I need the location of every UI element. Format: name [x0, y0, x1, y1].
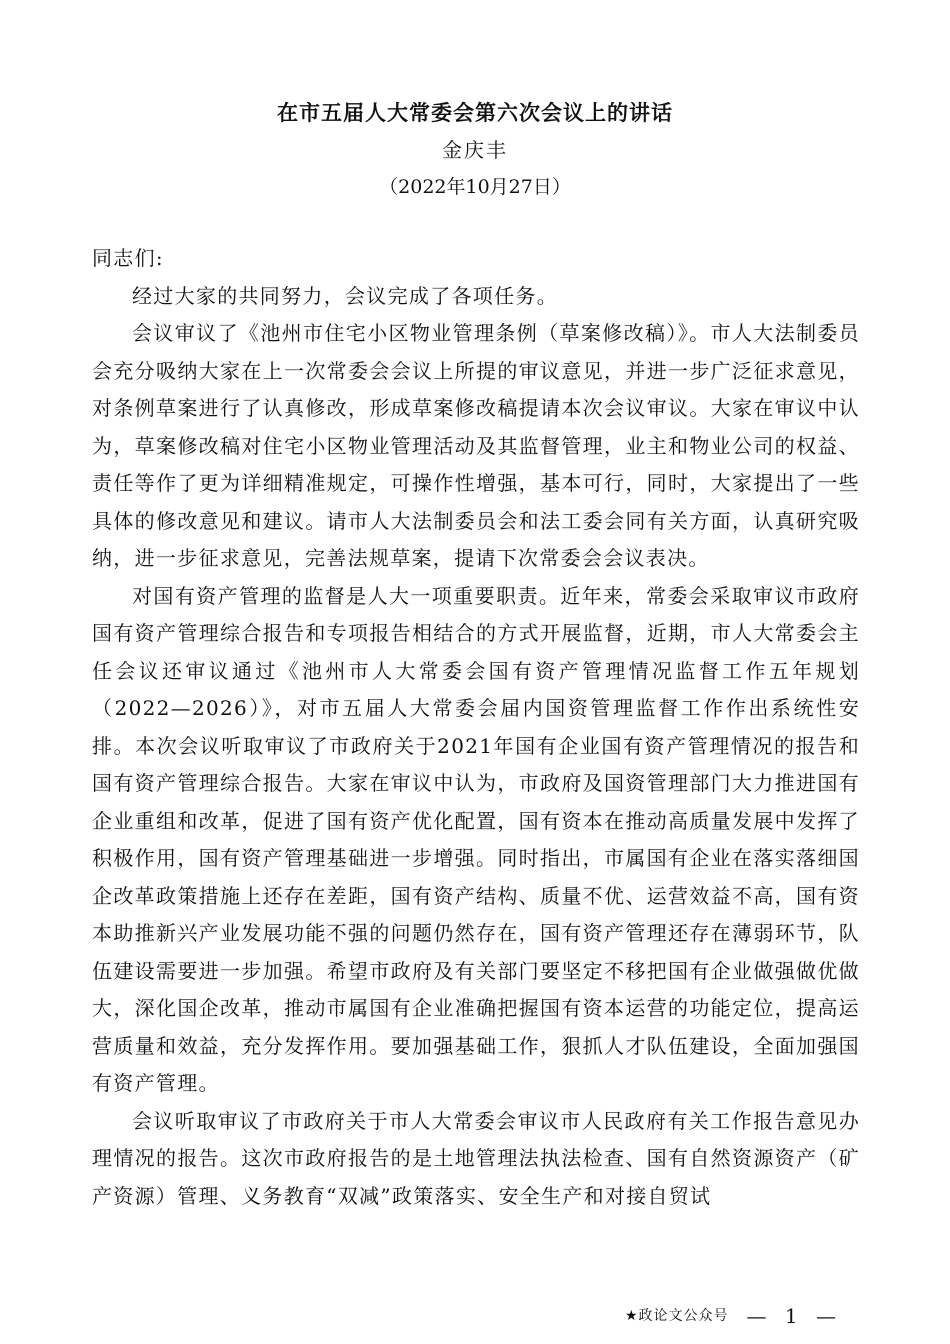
document-author: 金庆丰 [442, 138, 508, 162]
document-body [92, 240, 860, 1215]
salutation: 同志们: [92, 246, 164, 270]
document-title: 在市五届人大常委会第六次会议上的讲话 [277, 100, 673, 125]
document-date: （2022年10月27日） [379, 176, 571, 198]
paragraph-3: 对国有资产管理的监督是人大一项重要职责。近年来，常委会采取审议市政府国有资产管理综合报告和专项报告相结合的方式开展监督，近期，市人大常委会主任会议还审议通过《池州市人大常委会国有资产管理情况监督工作五年规划（2022—2026）》，对市五届人大常委会届内国资管理监督工作作出系统性安排。本次会议听取审议了市政府关于2021年国有企业国有资产管理情况的报告和国有资产管理综合报告。大家在审议中认为，市政府及国资管理部门大力推进国有企业重组和改革，促进了国有资产优化配置，国有资本在推动高质量发展中发挥了积极作用，国有资产管理基础进一步增强。同时指出，市属国有企业在落实落细国企改革政策措施上还存在差距，国有资产结构、质量不优、运营效益不高，国有资本助推新兴产业发展功能不强的问题仍然存在，国有资产管理还存在薄弱环节，队伍建设需要进一步加强。希望市政府及有关部门要坚定不移把国有企业做强做优做大，深化国企改革，推动市属国有企业准确把握国有资本运营的功能定位，提高运营质量和效益，充分发挥作用。要加强基础工作，狠抓人才队伍建设，全面加强国有资产管理。 [92, 583, 860, 1095]
footer-source: ★政论文公众号 [624, 1308, 729, 1324]
paragraph-1: 经过大家的共同努力，会议完成了各项任务。 [132, 283, 558, 308]
page-number: — 1 — [746, 1304, 842, 1328]
page-footer [625, 1304, 842, 1328]
paragraph-4: 会议听取审议了市政府关于市人大常委会审议市人民政府有关工作报告意见办理情况的报告。这次市政府报告的是土地管理法执法检查、国有自然资源资产（矿产资源）管理、义务教育“双减”政策落实、安全生产和对接自贸试 [92, 1108, 860, 1208]
paragraph-2: 会议审议了《池州市住宅小区物业管理条例（草案修改稿）》。市人大法制委员会充分吸纳大家在上一次常委会会议上所提的审议意见，并进一步广泛征求意见，对条例草案进行了认真修改，形成草案修改稿提请本次会议审议。大家在审议中认为，草案修改稿对住宅小区物业管理活动及其监督管理，业主和物业公司的权益、责任等作了更为详细精准规定，可操作性增强，基本可行，同时，大家提出了一些具体的修改意见和建议。请市人大法制委员会和法工委会同有关方面，认真研究吸纳，进一步征求意见，完善法规草案，提请下次常委会会议表决。 [92, 321, 860, 570]
